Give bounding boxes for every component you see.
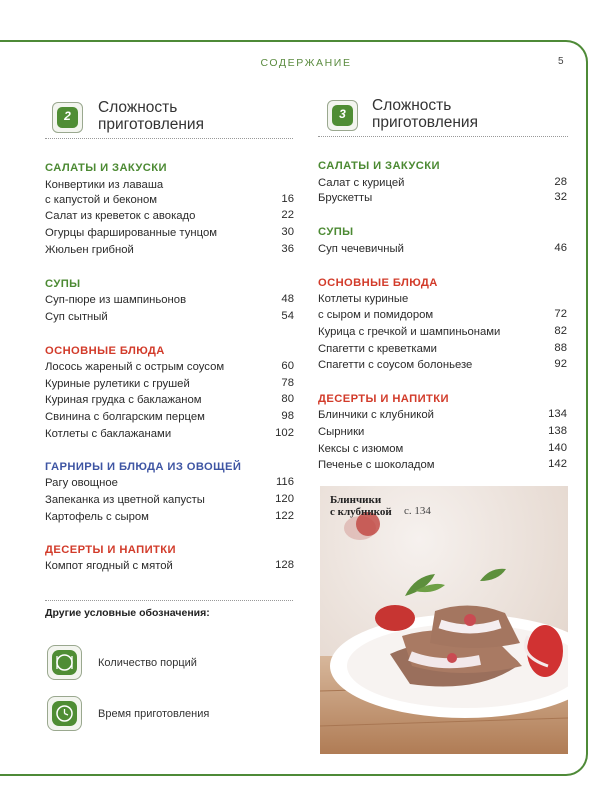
recipe-item[interactable]: Брускетты <box>318 192 373 204</box>
recipe-item[interactable]: Суп-пюре из шампиньонов <box>45 294 187 306</box>
legend-title: Другие условные обозначения: <box>45 607 210 619</box>
recipe-item[interactable]: Жюльен грибной <box>45 244 134 256</box>
recipe-page: 116 <box>275 476 294 488</box>
recipe-page: 46 <box>554 242 567 254</box>
servings-badge <box>47 645 82 680</box>
recipe-page: 120 <box>275 493 294 505</box>
section-heading: ОСНОВНЫЕ БЛЮДА <box>45 345 165 357</box>
recipe-item[interactable]: Запеканка из цветной капусты <box>45 494 205 506</box>
recipe-item[interactable]: Куриная грудка с баклажаном <box>45 394 202 406</box>
recipe-page: 36 <box>281 243 294 255</box>
recipe-item[interactable]: Суп сытный <box>45 311 108 323</box>
recipe-item[interactable]: Спагетти с креветками <box>318 343 437 355</box>
recipe-page: 22 <box>281 209 294 221</box>
recipe-page: 28 <box>554 176 567 188</box>
recipe-item[interactable]: Салат с курицей <box>318 177 405 189</box>
fork-knife-icon <box>52 650 77 675</box>
recipe-page: 88 <box>554 342 567 354</box>
recipe-item-continued[interactable]: с капустой и беконом <box>45 194 158 206</box>
recipe-item[interactable]: Блинчики с клубникой <box>318 409 434 421</box>
recipe-page: 82 <box>554 325 567 337</box>
servings-label: Количество порций <box>98 657 197 669</box>
recipe-item[interactable]: Котлеты куриные <box>318 293 409 305</box>
section-heading: ДЕСЕРТЫ И НАПИТКИ <box>318 393 449 405</box>
difficulty-title: Сложность приготовления <box>372 97 478 131</box>
recipe-item[interactable]: Печенье с шоколадом <box>318 459 435 471</box>
section-heading: ГАРНИРЫ И БЛЮДА ИЗ ОВОЩЕЙ <box>45 461 242 473</box>
recipe-page: 140 <box>548 442 567 454</box>
divider <box>318 136 568 137</box>
recipe-page: 32 <box>554 191 567 203</box>
recipe-page: 102 <box>275 427 294 439</box>
recipe-item[interactable]: Картофель с сыром <box>45 511 149 523</box>
recipe-item[interactable]: Свинина с болгарским перцем <box>45 411 205 423</box>
recipe-item[interactable]: Салат из креветок с авокадо <box>45 210 196 222</box>
recipe-page: 72 <box>554 308 567 320</box>
recipe-page: 80 <box>281 393 294 405</box>
recipe-page: 128 <box>275 559 294 571</box>
recipe-item[interactable]: Сырники <box>318 426 365 438</box>
difficulty-title: Сложность приготовления <box>98 99 204 133</box>
recipe-page: 60 <box>281 360 294 372</box>
time-label: Время приготовления <box>98 708 210 720</box>
photo-caption: Блинчики с клубникой <box>330 494 392 518</box>
recipe-item[interactable]: Котлеты с баклажанами <box>45 428 172 440</box>
recipe-page: 142 <box>548 458 567 470</box>
divider <box>45 138 293 139</box>
recipe-page: 16 <box>281 193 294 205</box>
time-badge <box>47 696 82 731</box>
recipe-item[interactable]: Спагетти с соусом болоньезе <box>318 359 473 371</box>
section-heading: СУПЫ <box>318 226 354 238</box>
difficulty-badge <box>52 102 83 133</box>
recipe-page: 134 <box>548 408 567 420</box>
section-heading: ОСНОВНЫЕ БЛЮДА <box>318 277 438 289</box>
divider <box>45 600 293 601</box>
recipe-page: 122 <box>275 510 294 522</box>
difficulty-badge <box>327 100 358 131</box>
recipe-page: 92 <box>554 358 567 370</box>
page-title: СОДЕРЖАНИЕ <box>260 57 352 69</box>
difficulty-level-3-icon: 3 <box>332 105 353 126</box>
recipe-item[interactable]: Рагу овощное <box>45 477 118 489</box>
recipe-item[interactable]: Курица с гречкой и шампиньонами <box>318 326 501 338</box>
photo-caption-page: с. 134 <box>404 505 431 517</box>
recipe-page: 48 <box>281 293 294 305</box>
recipe-item[interactable]: Суп чечевичный <box>318 243 404 255</box>
recipe-item[interactable]: Конвертики из лаваша <box>45 179 164 191</box>
difficulty-level-2-icon: 2 <box>57 107 78 128</box>
recipe-item[interactable]: Компот ягодный с мятой <box>45 560 173 572</box>
page-number: 5 <box>558 56 564 67</box>
crepes-photo <box>320 486 568 754</box>
recipe-item-continued[interactable]: с сыром и помидором <box>318 309 434 321</box>
recipe-page: 138 <box>548 425 567 437</box>
clock-icon <box>52 701 77 726</box>
section-heading: САЛАТЫ И ЗАКУСКИ <box>45 162 167 174</box>
recipe-item[interactable]: Кексы с изюмом <box>318 443 404 455</box>
section-heading: САЛАТЫ И ЗАКУСКИ <box>318 160 440 172</box>
recipe-item[interactable]: Лосось жареный с острым соусом <box>45 361 225 373</box>
recipe-page: 54 <box>281 310 294 322</box>
section-heading: ДЕСЕРТЫ И НАПИТКИ <box>45 544 176 556</box>
section-heading: СУПЫ <box>45 278 81 290</box>
recipe-item[interactable]: Огурцы фаршированные тунцом <box>45 227 217 239</box>
recipe-page: 98 <box>281 410 294 422</box>
recipe-item[interactable]: Куриные рулетики с грушей <box>45 378 190 390</box>
recipe-page: 30 <box>281 226 294 238</box>
recipe-page: 78 <box>281 377 294 389</box>
